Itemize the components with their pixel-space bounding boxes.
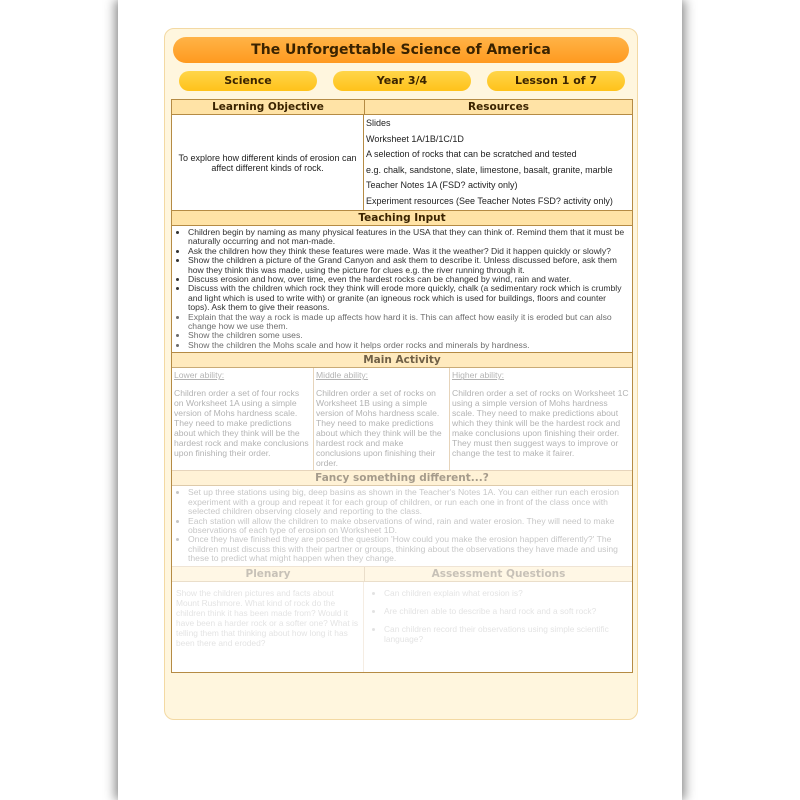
list-item: • Explain that the way a rock is made up affects how hard it is. This can affect how easily it is eroded but can also change how we use them. [188, 313, 626, 332]
list-item: • Show the children a picture of the Grand Canyon and ask them to describe it. Unless discussed before, ask them how they think this was made, using the picture for clues e.g. the river running through it. [188, 256, 626, 275]
teaching-input-list [172, 226, 632, 353]
year-pill: Year 3/4 [333, 71, 471, 91]
resources-heading: Resources [365, 100, 632, 115]
fancy-list [172, 486, 632, 566]
lesson-table [171, 99, 633, 673]
list-item: • Discuss with the children which rock they think will erode more quickly, chalk (a sedimentary rock which is crumbly and light which is used to write with) or granite (an igneous rock which is used for buildings, floors and counter tops). Ask them to give their reasons. [188, 284, 626, 312]
lesson-title: The Unforgettable Science of America [173, 37, 629, 63]
list-item: • Discuss erosion and how, over time, even the hardest rocks can be changed by wind, rain and water. [188, 275, 626, 284]
ability-text: Children order a set of rocks on Worksheet 1C using a simple version of Mohs hardness scale. They need to make predictions about which they think will be the hardest rock and make conclusions upon finishing their order. They must then suggest ways to improve or change the test to make it fairer. [452, 388, 629, 459]
resource-item: Slides [366, 118, 391, 128]
plenary-assessment-row [172, 582, 632, 672]
ability-label: Middle ability: [316, 370, 369, 381]
list-item: • Set up three stations using big, deep basins as shown in the Teacher's Notes 1A. You can either run each erosion experiment with a group and repeat it for each group of children, or run each one in front of the class once with selected children observing closely and reporting to the class. [188, 488, 626, 516]
list-item: • Are children able to describe a hard rock and a soft rock? [384, 606, 628, 616]
learning-objective-heading: Learning Objective [172, 100, 365, 115]
objective-resources-row [172, 115, 632, 211]
ability-text: Children order a set of rocks on Worksheet 1B using a simple version of Mohs hardness scale. They need to make predictions about which they think will be the hardest rock and make conclusions upon finishing their order. [316, 388, 442, 469]
resource-item: Experiment resources (See Teacher Notes FSD? activity only) [366, 195, 613, 206]
higher-ability-column [450, 368, 632, 470]
lower-ability-column [172, 368, 314, 470]
resource-item: A selection of rocks that can be scratched and tested [366, 149, 577, 159]
plenary-text: Show the children pictures and facts about Mount Rushmore. What kind of rock do the children think it has been made from? Would it have been a harder rock or a softer one? What is telling them that thinking about how long it has been there and eroded? [172, 582, 364, 672]
list-item: • Can children record their observations using simple scientific language? [384, 624, 628, 644]
lesson-number-pill: Lesson 1 of 7 [487, 71, 625, 91]
learning-objective-text: To explore how different kinds of erosion can affect different kinds of rock. [172, 115, 364, 210]
list-item: • Show the children the Mohs scale and how it helps order rocks and minerals by hardness. [188, 341, 626, 350]
resources-list [364, 115, 632, 210]
list-item: • Each station will allow the children to make observations of wind, rain and water erosion. They will need to make observations of each type of erosion on Worksheet 1D. [188, 517, 626, 536]
assessment-list [364, 582, 632, 672]
document-page [118, 0, 682, 800]
list-item: • Show the children some uses. [188, 331, 626, 340]
ability-label: Lower ability: [174, 370, 225, 381]
resource-item: Worksheet 1A/1B/1C/1D [366, 133, 464, 144]
list-item: • Can children explain what erosion is? [384, 588, 628, 598]
fancy-heading: Fancy something different...? [172, 471, 632, 486]
list-item: • Ask the children how they think these features were made. Was it the weather? Did it happen quickly or slowly? [188, 247, 626, 256]
resource-item: e.g. chalk, sandstone, slate, limestone, basalt, granite, marble [366, 164, 613, 175]
plenary-assessment-header [172, 567, 632, 582]
subject-pill: Science [179, 71, 317, 91]
ability-label: Higher ability: [452, 370, 505, 381]
list-item: • Once they have finished they are posed the question 'How could you make the erosion happen differently?' The children must discuss this with their partner or groups, thinking about the observations they have made and using these to predict what might happen when they change. [188, 535, 626, 563]
teaching-input-heading: Teaching Input [172, 211, 632, 226]
lesson-info-row [177, 71, 627, 91]
list-item: • Children begin by naming as many physical features in the USA that they can think of. Remind them that it must be naturally occurring and not man-made. [188, 228, 626, 247]
main-activity-row [172, 368, 632, 471]
lesson-plan-frame [164, 28, 638, 720]
resource-item: Teacher Notes 1A (FSD? activity only) [366, 180, 518, 190]
middle-ability-column [314, 368, 450, 470]
main-activity-heading: Main Activity [172, 353, 632, 368]
assessment-heading: Assessment Questions [365, 567, 632, 582]
objective-resources-header [172, 100, 632, 115]
ability-text: Children order a set of four rocks on Worksheet 1A using a simple version of Mohs hardness scale. They need to make predictions about which they think will be the hardest rock and make conclusions upon finishing their order. [174, 388, 309, 459]
plenary-heading: Plenary [172, 567, 365, 582]
